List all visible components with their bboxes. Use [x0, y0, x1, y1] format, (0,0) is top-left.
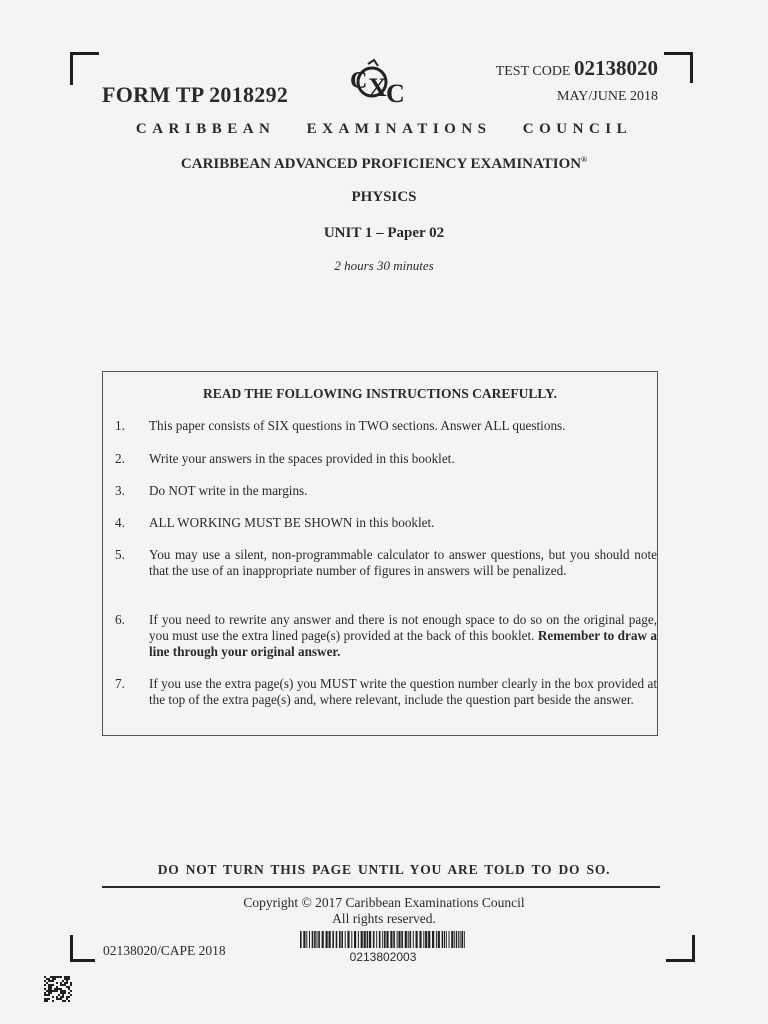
instruction-text: ALL WORKING MUST BE SHOWN in this booklet.	[149, 515, 435, 530]
test-code-value: 02138020	[574, 56, 658, 80]
instruction-number: 7.	[115, 676, 125, 691]
instructions-box	[102, 371, 658, 736]
instruction-number: 4.	[115, 515, 125, 530]
test-code-label: TEST CODE	[495, 64, 571, 79]
do-not-turn-warning: DO NOT TURN THIS PAGE UNTIL YOU ARE TOLD TO DO SO.	[157, 862, 611, 877]
corner-mark-top-left	[70, 52, 99, 85]
svg-text:X: X	[368, 73, 387, 102]
exam-name	[0, 155, 768, 173]
instruction-text: You may use a silent, non-programmable calculator to answer questions, but you should note that the use of an inappropriate number of figures in answers will be penalized.	[149, 547, 657, 578]
barcode	[300, 931, 466, 948]
instruction-number: 3.	[115, 483, 125, 498]
subject-title: PHYSICS	[351, 189, 417, 205]
unit-title: UNIT 1 – Paper 02	[323, 225, 445, 241]
instruction-number: 2.	[115, 451, 125, 466]
cxc-logo	[344, 58, 414, 110]
instruction-text-bold: Remember to draw a line through your original answer.	[149, 628, 657, 659]
exam-name-text: CARIBBEAN ADVANCED PROFICIENCY EXAMINATION	[180, 156, 582, 172]
corner-mark-bottom-left	[70, 935, 95, 962]
instruction-text-plain: If you need to rewrite any answer and there is not enough space to do so on the original page, you must use the extra lined page(s) provided at the back of this booklet.	[149, 612, 657, 643]
exam-date: MAY/JUNE 2018	[557, 89, 658, 104]
instruction-text	[149, 612, 657, 660]
qr-code	[44, 976, 72, 1002]
exam-duration: 2 hours 30 minutes	[334, 258, 434, 273]
instruction-text: Write your answers in the spaces provided in this booklet.	[149, 451, 455, 466]
svg-text:C: C	[386, 79, 405, 108]
instruction-text: This paper consists of SIX questions in TWO sections. Answer ALL questions.	[149, 418, 566, 433]
instruction-number: 6.	[115, 612, 125, 627]
instruction-number: 5.	[115, 547, 125, 562]
council-name: CARIBBEAN EXAMINATIONS COUNCIL	[135, 121, 633, 137]
instruction-text-bold: If you use the extra page(s) you MUST write the question number clearly in the box provided at the top of the extra page(s) and, where relevant, include the question part beside the answer.	[149, 676, 657, 707]
paper-code: 02138020/CAPE 2018	[103, 943, 226, 958]
copyright	[0, 895, 768, 927]
form-code: FORM TP 2018292	[102, 82, 289, 107]
copyright-line-1: Copyright © 2017 Caribbean Examinations Council	[243, 895, 525, 910]
instruction-number: 1.	[115, 418, 125, 433]
footer-divider	[102, 886, 660, 888]
registered-mark: ®	[581, 155, 588, 164]
test-code	[496, 56, 658, 81]
corner-mark-bottom-right	[666, 935, 695, 962]
barcode-number: 0213802003	[349, 950, 417, 964]
copyright-line-2: All rights reserved.	[332, 911, 436, 926]
svg-text:C: C	[350, 68, 368, 94]
instructions-heading: READ THE FOLLOWING INSTRUCTIONS CAREFULLY.	[203, 386, 557, 401]
instruction-text: Do NOT write in the margins.	[149, 483, 308, 498]
corner-mark-top-right	[664, 52, 693, 83]
